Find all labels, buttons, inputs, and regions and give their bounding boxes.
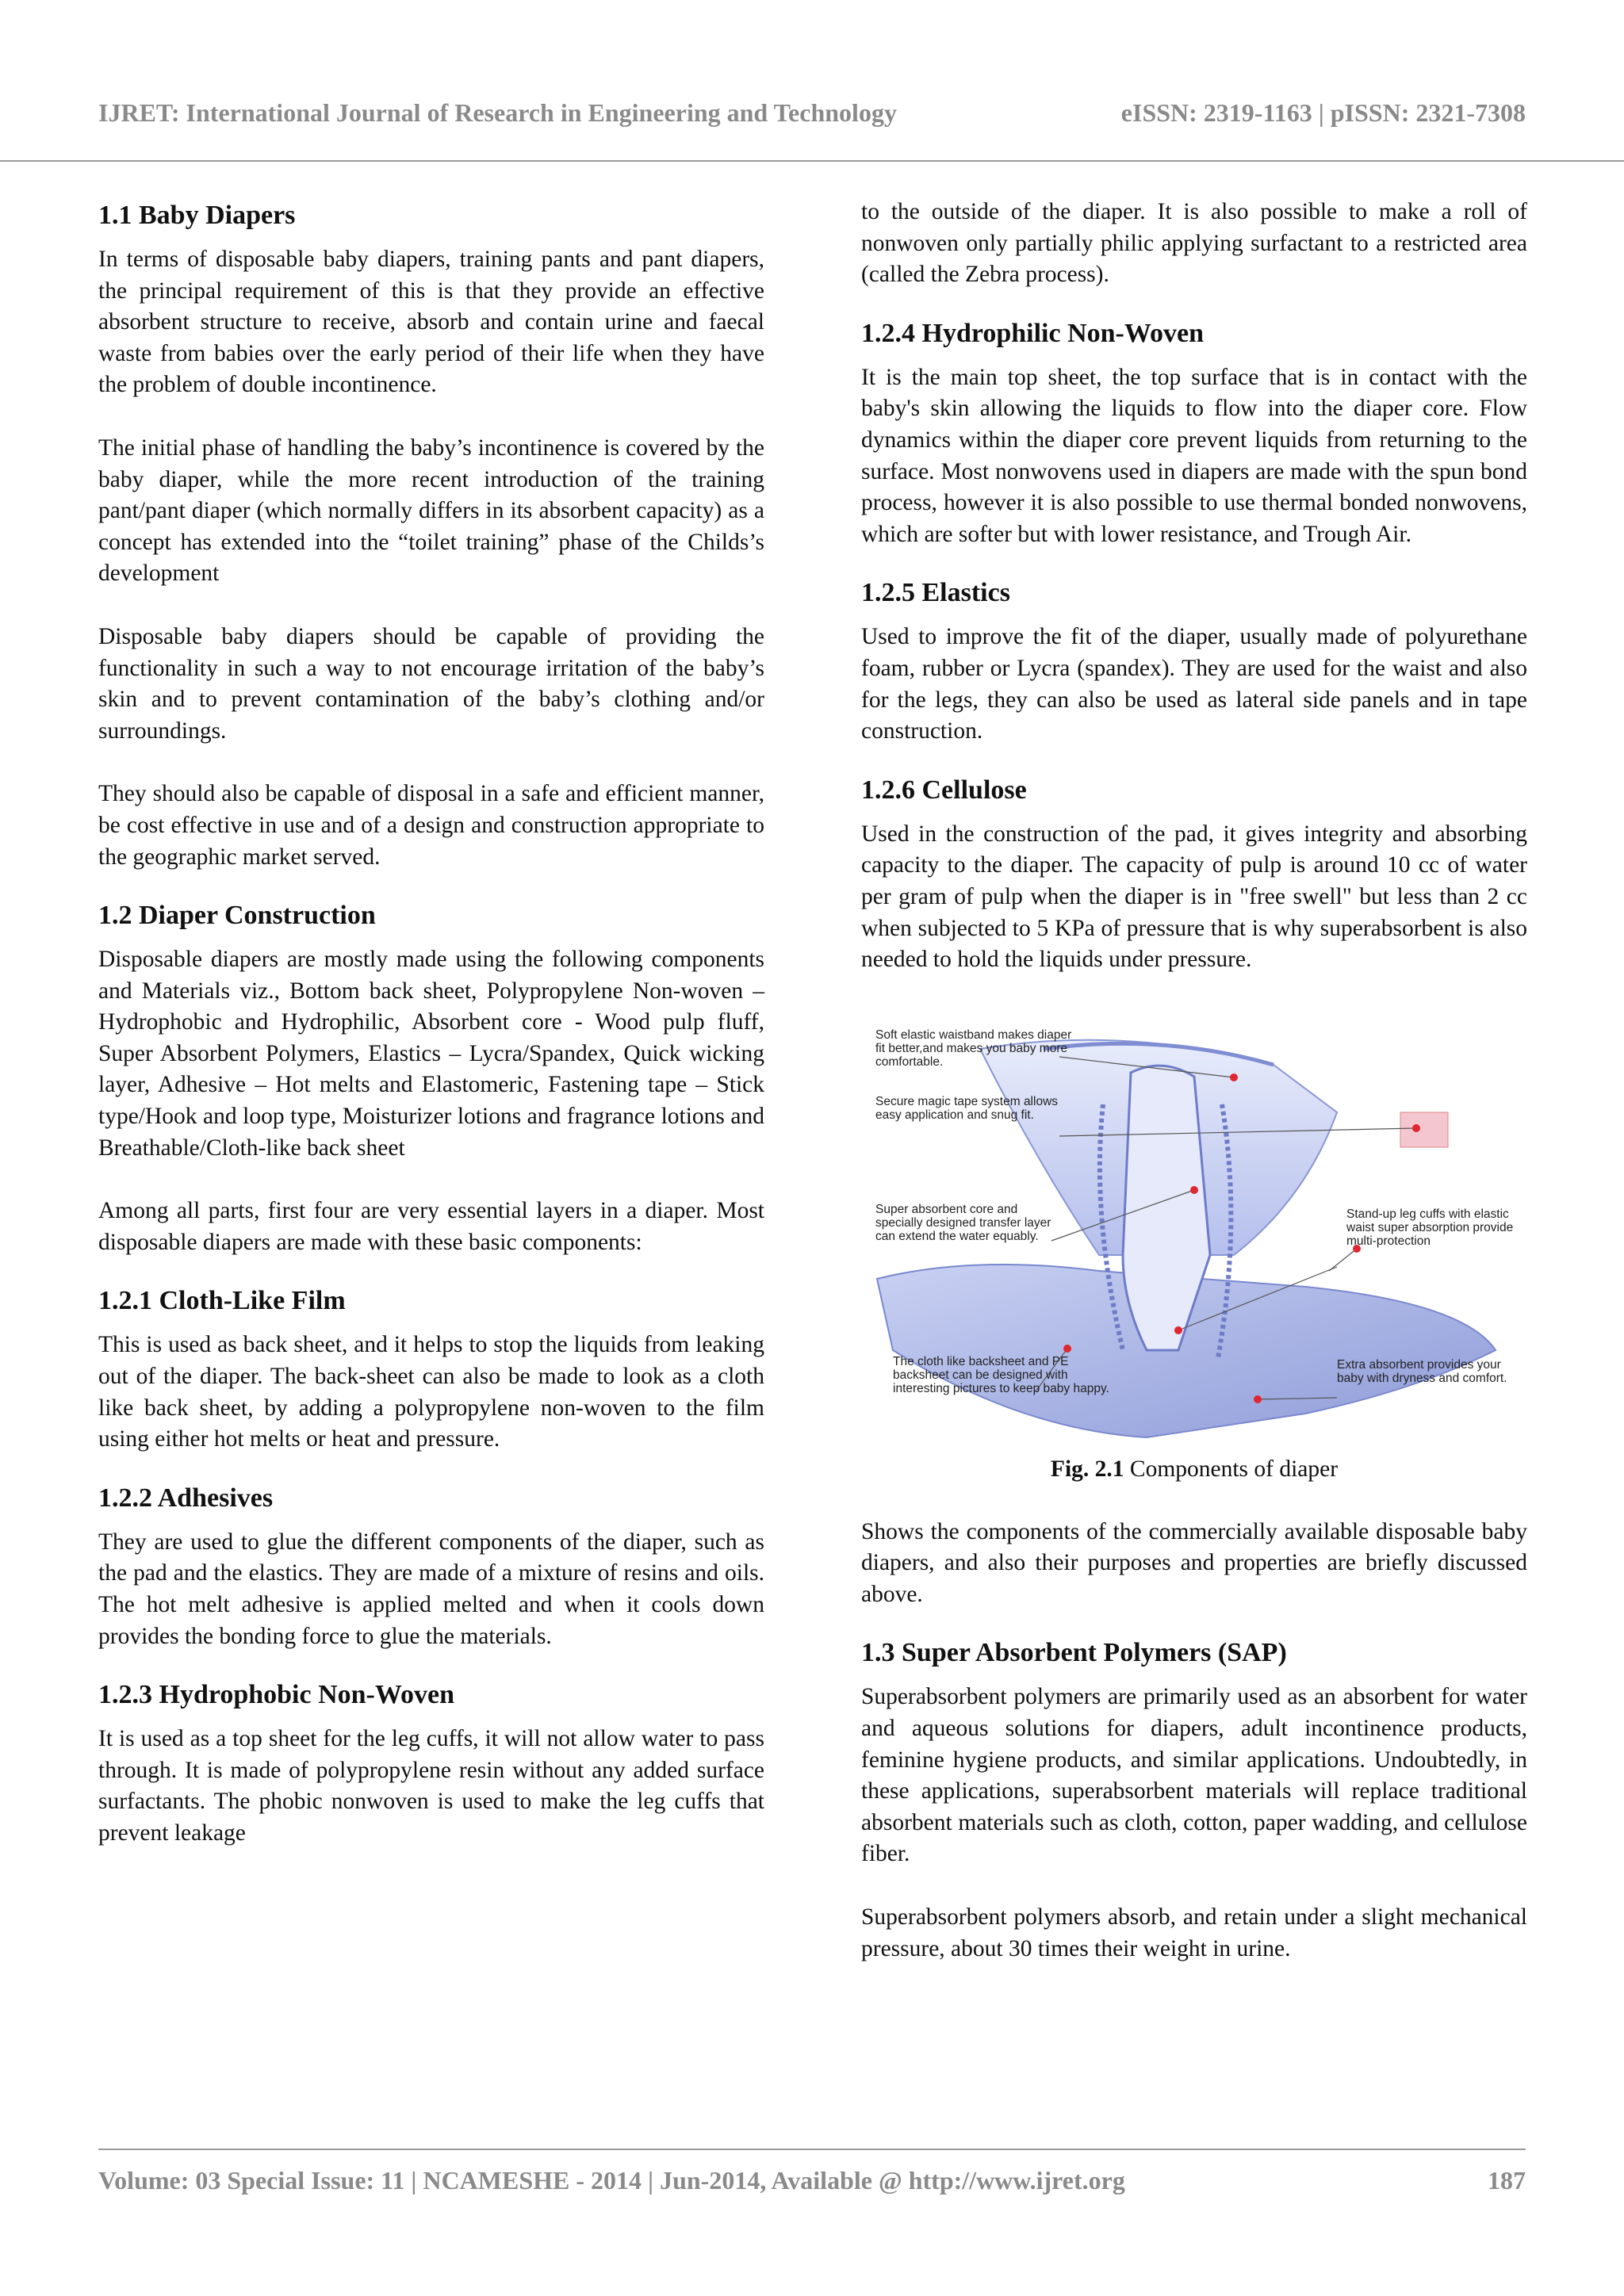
paragraph: Used to improve the fit of the diaper, usually made of polyurethane foam, rubber or Lycra (spandex). They are used for the waist and also for the legs, they can also be used as lateral side panels and in tape construction. <box>861 624 1527 744</box>
figure-label-extra: Extra absorbent provides your baby with dryness and comfort. <box>1337 1357 1507 1385</box>
subsection-heading: 1.2.3 Hydrophobic Non-Woven <box>98 1680 455 1710</box>
running-header <box>98 98 1526 130</box>
paragraph: The initial phase of handling the baby’s incontinence is covered by the baby diaper, while the more recent introduction of the training pant/pant diaper (which normally differs in its absorbent capacity) as a concept has extended into the “toilet training” phase of the Childs’s development <box>98 434 764 587</box>
paragraph: It is used as a top sheet for the leg cuffs, it will not allow water to pass through. It is made of polypropylene resin without any added surface surfactants. The phobic nonwoven is used to make the leg cuffs that prevent leakage <box>98 1726 764 1846</box>
leader-line <box>1329 1249 1357 1271</box>
marker-dot <box>1412 1124 1420 1132</box>
running-footer <box>98 2166 1526 2198</box>
subsection-heading: 1.2.6 Cellulose <box>861 775 1027 805</box>
paragraph: In terms of disposable baby diapers, training pants and pant diapers, the principal requirement of this is that they provide an effective absorbent structure to receive, absorb and contain urine and faecal waste from babies over the early period of their life when they have the problem of double incontinence. <box>98 247 764 398</box>
paragraph: to the outside of the diaper. It is also possible to make a roll of nonwoven only partially philic applying surfactant to a restricted area (called the Zebra process). <box>861 199 1527 288</box>
subsection-heading: 1.2.2 Adhesives <box>98 1483 274 1513</box>
paragraph: This is used as back sheet, and it helps to stop the liquids from leaking out of the diaper. The back-sheet can also be made to look as a cloth like back sheet, by adding a polypropylene non-woven to the film using either hot melts or heat and pressure. <box>98 1332 764 1452</box>
figure-label-backsheet: The cloth like backsheet and PE backsheet can be designed with interesting pictures to keep baby happy. <box>893 1354 1109 1395</box>
volume-info: Volume: 03 Special Issue: 11 | NCAMESHE - 2014 | Jun-2014, Available @ http://www.ijret.org <box>98 2166 1125 2195</box>
figure-label-cuffs: Stand-up leg cuffs with elastic waist super absorption provide multi-protection <box>1346 1207 1514 1248</box>
paragraph: Used in the construction of the pad, it gives integrity and absorbing capacity to the diaper. The capacity of pulp is around 10 cc of water per gram of pulp when the diaper is in "free swell" but less than 2 cc when subjected to 5 KPa of pressure that is why superabsorbent is also needed to hold the liquids under pressure. <box>861 821 1527 973</box>
paragraph: Shows the components of the commercially available disposable baby diapers, and also their purposes and properties are briefly discussed above. <box>861 1518 1527 1607</box>
marker-dot <box>1063 1345 1071 1353</box>
figure-label-waistband: Soft elastic waistband makes diaper fit better,and makes you baby more comfortable. <box>875 1027 1072 1069</box>
diaper-figure <box>861 1017 1527 1442</box>
right-column <box>861 197 1527 1965</box>
header-rule <box>0 160 1624 162</box>
page-number: 187 <box>1488 2166 1526 2195</box>
paragraph: Superabsorbent polymers are primarily used as an absorbent for water and aqueous solutions for diapers, adult incontinence products, feminine hygiene products, and similar applications. Undoubtedly, in these applications, superabsorbent materials will replace traditional absorbent materials such as cloth, cotton, paper wadding, and cellulose fiber. <box>861 1684 1527 1867</box>
subsection-heading: 1.2.1 Cloth-Like Film <box>98 1286 346 1316</box>
marker-dot <box>1230 1073 1238 1081</box>
journal-title: IJRET: International Journal of Research in Engineering and Technology <box>98 98 897 127</box>
issn-info: eISSN: 2319-1163 | pISSN: 2321-7308 <box>1120 98 1526 127</box>
subsection-heading: 1.2.5 Elastics <box>861 578 1010 608</box>
paragraph: They should also be capable of disposal in a safe and efficient manner, be cost effective in use and of a design and construction appropriate to the geographic market served. <box>98 781 764 870</box>
marker-dot <box>1254 1395 1262 1403</box>
paragraph: It is the main top sheet, the top surface that is in contact with the baby's skin allowing the liquids to flow into the diaper core. Flow dynamics within the diaper core prevent liquids from returning to the surface. Most nonwovens used in diapers are made with the spun bond process, however it is also possible to use thermal bonded nonwovens, which are softer but with lower resistance, and Trough Air. <box>861 364 1527 547</box>
marker-dot <box>1174 1326 1182 1334</box>
left-column <box>98 198 764 1850</box>
paragraph: Disposable diapers are mostly made using the following components and Materials viz., Bottom back sheet, Polypropylene Non-woven – Hydrophobic and Hydrophilic, Absorbent core - Wood pulp fluff, Super Absorbent Polymers, Elastics – Lycra/Spandex, Quick wicking layer, Adhesive – Hot melts and Elastomeric, Fastening tape – Stick type/Hook and loop type, Moisturizer lotions and fragrance lotions and Breathable/Cloth-like back sheet <box>98 947 764 1161</box>
tape-tab <box>1400 1112 1448 1147</box>
section-heading: 1.1 Baby Diapers <box>98 201 296 230</box>
footer-rule <box>98 2149 1526 2150</box>
paragraph: Disposable baby diapers should be capable of providing the functionality in such a way to not encourage irritation of the baby’s skin and to prevent contamination of the baby’s clothing and/or surroundings. <box>98 623 764 744</box>
section-heading: 1.3 Super Absorbent Polymers (SAP) <box>861 1638 1287 1668</box>
paragraph: They are used to glue the different components of the diaper, such as the pad and the elastics. They are made of a mixture of resins and oils. The hot melt adhesive is applied melted and when it cools down provides the bonding force to glue the materials. <box>98 1529 764 1649</box>
marker-dot <box>1190 1186 1198 1194</box>
figure-caption-text: Components of diaper <box>1124 1456 1339 1482</box>
figure-caption <box>861 1453 1527 1485</box>
paragraph: Among all parts, first four are very essential layers in a diaper. Most disposable diapers are made with these basic components: <box>98 1198 764 1255</box>
figure-label-tape: Secure magic tape system allows easy application and snug fit. <box>875 1094 1059 1122</box>
figure-number: Fig. 2.1 <box>1050 1456 1124 1482</box>
paragraph: Superabsorbent polymers absorb, and retain under a slight mechanical pressure, about 30 times their weight in urine. <box>861 1904 1527 1961</box>
section-heading: 1.2 Diaper Construction <box>98 901 376 931</box>
figure-label-core: Super absorbent core and specially designed transfer layer can extend the water equably. <box>875 1202 1051 1243</box>
subsection-heading: 1.2.4 Hydrophilic Non-Woven <box>861 318 1204 348</box>
